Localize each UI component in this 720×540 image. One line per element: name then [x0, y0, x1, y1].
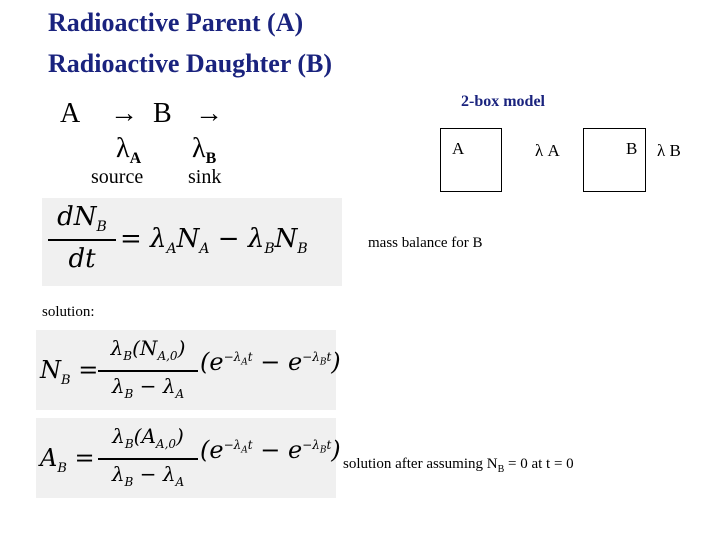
solution-label: solution: [42, 304, 95, 320]
chain-arrow-1: → [110, 98, 138, 129]
lambda-a-label: $\lambda_A$ [116, 133, 142, 167]
transfer-lambda-label: λ A [535, 141, 560, 160]
mass-balance-equation: $dN_B$ dt = $\lambda_AN_A - \lambda_BN_B$ [42, 198, 342, 286]
outflow-lambda-label: λ B [657, 141, 681, 160]
slide-title-line-2: Radioactive Daughter (B) [48, 49, 333, 78]
sink-label: sink [188, 166, 222, 188]
mass-balance-label: mass balance for B [368, 235, 483, 251]
lambda-b-label: $\lambda_B$ [192, 133, 217, 167]
slide-title-line-1: Radioactive Parent (A) [48, 8, 304, 37]
chain-arrow-2: → [195, 98, 223, 129]
solution-note: solution after assuming $N_B = 0$ at t = 0 [343, 456, 574, 475]
box-model-title: 2-box model [461, 93, 545, 110]
chain-b: B [153, 98, 172, 129]
solution-ab-equation: $A_B$ = $\lambda_B(A_{A,0})$ $\lambda_B - \lambda_A$ $(e^{-\lambda_At} - e^{-\lambda_Bt})$ [36, 418, 336, 498]
source-label: source [91, 166, 144, 188]
chain-a: A [60, 98, 81, 129]
box-b [583, 128, 646, 192]
box-a [440, 128, 502, 192]
solution-nb-equation: $N_B$ = $\lambda_B(N_{A,0})$ $\lambda_B - \lambda_A$ $(e^{-\lambda_At} - e^{-\lambda_Bt})$ [36, 330, 336, 410]
box-a-label: A [452, 139, 465, 158]
box-b-label: B [626, 139, 638, 158]
